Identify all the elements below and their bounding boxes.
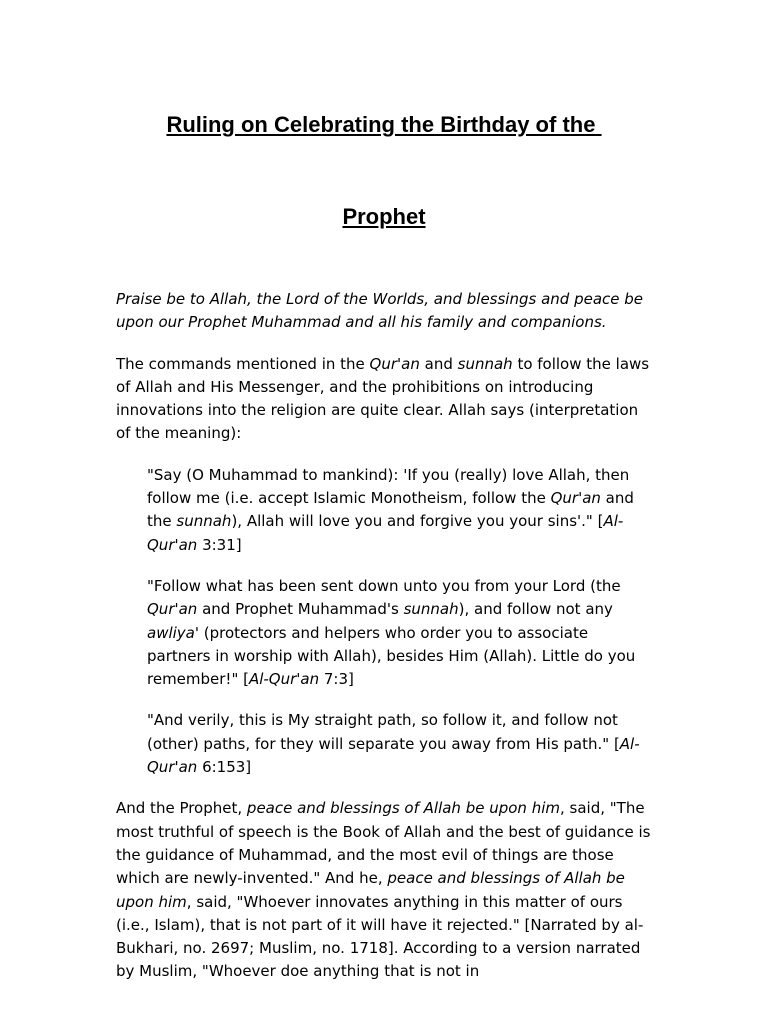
intro-paragraph bbox=[116, 353, 656, 446]
opening-paragraph bbox=[116, 288, 656, 335]
text-run: 6:153] bbox=[197, 758, 252, 777]
text-run: "And verily, this is My straight path, so follow it, and follow not (other) paths, for they will separate you away from His path." [ bbox=[147, 711, 620, 753]
text-run: "Say (O Muhammad to mankind): 'If you (really) love Allah, then follow me (i.e. accept Islamic Monotheism, follow the bbox=[147, 465, 630, 508]
text-run: , said, "Whoever innovates anything in this matter of ours (i.e., Islam), that is not part of it will have it rejected." [Narrated by al-Bukhari, no. 2697; Muslim, no. 1718]. According to a version narrated by Muslim, "Whoever doe anything that is not in bbox=[116, 892, 644, 981]
italic-text-run: sunnah bbox=[176, 512, 232, 531]
document-title-line-2: Prophet bbox=[342, 204, 426, 229]
italic-text-run: peace and blessings of Allah be upon him bbox=[246, 799, 560, 818]
italic-text-run: Qur'an bbox=[147, 600, 198, 619]
text-run: to follow the laws of Allah and His Messenger, and the prohibitions on introducing innovations into the religion are quite clear. Allah says (interpretation of the meaning): bbox=[116, 354, 650, 443]
italic-text-run: sunnah bbox=[457, 354, 513, 373]
italic-text-run: Al-Qur'an bbox=[147, 512, 624, 554]
italic-text-run: Al-Qur'an bbox=[248, 670, 320, 689]
quote-7-3 bbox=[147, 575, 656, 691]
italic-text-run: Al-Qur'an bbox=[147, 734, 640, 777]
text-run: ' (protectors and helpers who order you to associate partners in worship with Allah), besides Him (Allah). Little do you remember!" [ bbox=[147, 623, 636, 689]
quote-6-153 bbox=[147, 709, 656, 779]
italic-text-run: Praise be to Allah, the Lord of the Worlds, and blessings and peace be upon our Prophet Muhammad and all his family and companions. bbox=[116, 290, 643, 332]
italic-text-run: awliya bbox=[147, 623, 195, 642]
text-run: And the Prophet, bbox=[116, 799, 247, 818]
text-run: "Follow what has been sent down unto you from your Lord (the bbox=[147, 576, 621, 595]
italic-text-run: peace and blessings of Allah be upon him bbox=[116, 869, 625, 911]
quote-3-31 bbox=[147, 464, 656, 557]
hadith-paragraph bbox=[116, 797, 656, 983]
text-run: ), and follow not any bbox=[458, 600, 613, 619]
text-run: ), Allah will love you and forgive you your sins'." [ bbox=[231, 512, 604, 531]
text-run: 7:3] bbox=[319, 670, 354, 689]
text-run: , said, "The most truthful of speech is the Book of Allah and the best of guidance is the guidance of Muhammad, and the most evil of things are those which are newly-invented." And he, bbox=[116, 799, 651, 888]
italic-text-run: sunnah bbox=[403, 600, 459, 619]
text-run: 3:31] bbox=[197, 535, 242, 554]
document-title-line-1: Ruling on Celebrating the Birthday of the bbox=[166, 112, 602, 137]
italic-text-run: Qur'an bbox=[550, 489, 601, 508]
text-run: and Prophet Muhammad's bbox=[197, 600, 404, 619]
italic-text-run: Qur'an bbox=[369, 354, 420, 373]
text-run: The commands mentioned in the bbox=[116, 354, 370, 373]
document-body bbox=[116, 288, 656, 984]
text-run: and bbox=[419, 354, 458, 373]
text-run: and the bbox=[147, 489, 634, 531]
